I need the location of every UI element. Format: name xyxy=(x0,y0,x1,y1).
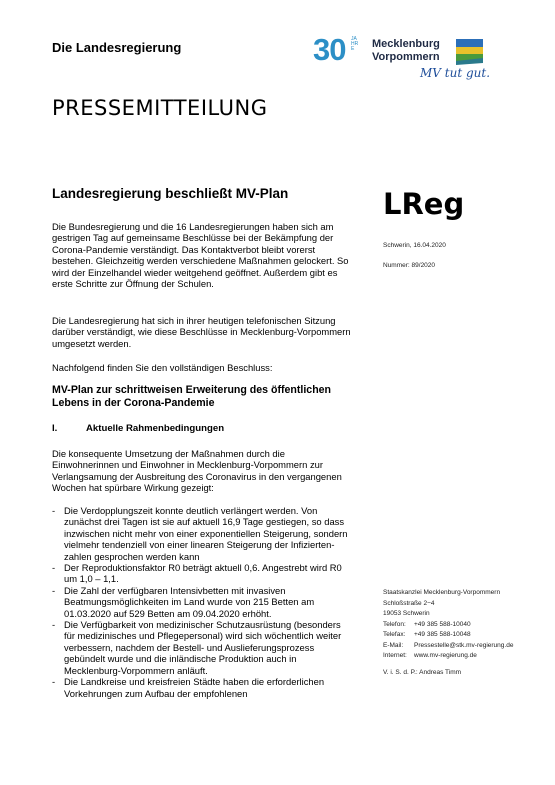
section-heading xyxy=(52,423,224,434)
list-item: - Die Zahl der verfügbaren Intensivbetten mit invasiven Beatmungsmöglichkeiten im Land wurde von 215 Betten am 01.03.2020 auf 529 Betten am 09.04.2020 erhöht. xyxy=(52,585,352,619)
section-number: I. xyxy=(52,423,58,434)
section-intro: Die konsequente Umsetzung der Maßnahmen durch die Einwohnerinnen und Einwohner in Mecklenburg-Vorpommern zur Verlangsamung der Ausbreitung des Coronavirus in den vergangenen Wochen hat spürbare Wirkung gezeigt: xyxy=(52,448,342,494)
list-item: - Die Verdopplungszeit konnte deutlich verlängert werden. Von zunächst drei Tagen ist sie auf aktuell 16,9 Tage gestiegen, so dass inzwischen nicht mehr von einer exponentiellen Steigerung, sondern vielmehr tendenziell von einer linearen Steigerung der Infiziertenzahlen gesprochen werden kann xyxy=(52,505,352,562)
contact-responsible: V. i. S. d. P.: Andreas Timm xyxy=(383,668,462,676)
contact-block xyxy=(383,588,513,678)
document-type-title: PRESSEMITTEILUNG xyxy=(52,96,268,120)
logo-name-line1: Mecklenburg xyxy=(372,38,440,50)
list-item: - Der Reproduktionsfaktor R0 beträgt aktuell 0,6. Angestrebt wird R0 um 1,0 – 1,1. xyxy=(52,562,352,585)
lreg-logo: LReg xyxy=(383,187,465,221)
contact-street: Schloßstraße 2−4 xyxy=(383,599,435,607)
contact-row-email: E-Mail: Pressestelle@stk.mv-regierung.de xyxy=(383,641,514,649)
contact-org: Staatskanzlei Mecklenburg-Vorpommern xyxy=(383,589,501,596)
logo-name-line2: Vorpommern xyxy=(372,51,440,63)
logo-jahre-text: JAHRE xyxy=(351,36,359,52)
press-headline: Landesregierung beschließt MV-Plan xyxy=(52,186,289,201)
contact-row-phone: Telefon: +49 385 588-10040 xyxy=(383,620,471,628)
section-title: Aktuelle Rahmenbedingungen xyxy=(86,423,225,434)
plan-title: MV-Plan zur schrittweisen Erweiterung des öffentlichen Lebens in der Corona-Pandemie xyxy=(52,384,332,409)
logo-30-number: 30 xyxy=(313,32,346,67)
contact-row-internet: Internet: www.mv-regierung.de xyxy=(383,652,477,659)
government-label: Die Landesregierung xyxy=(52,40,182,55)
intro-paragraph: Die Bundesregierung und die 16 Landesregierungen haben sich am gestrigen Tag auf gemeinsame Beschlüsse bei der Bekämpfung der Corona-Pandemie verständigt. Das Kontaktverbot bleibt vorerst bestehen. Gleichzeitig werden verschiedene Maßnahmen gelockert. So wird der Einzelhandel wieder weitgehend geöffnet. Außerdem gibt es erste Schritte zur Öffnung der Schulen. xyxy=(52,221,349,290)
contact-city: 19053 Schwerin xyxy=(383,610,430,617)
measures-list xyxy=(52,505,352,699)
contact-row-fax: Telefax: +49 385 588-10048 xyxy=(383,631,471,638)
release-number: Nummer: 89/2020 xyxy=(383,262,436,269)
logo-slogan: MV tut gut. xyxy=(420,66,491,80)
list-item: - Die Landkreise und kreisfreien Städte haben die erforderlichen Vorkehrungen zum Aufbau der empfohlenen xyxy=(52,676,352,699)
release-date: Schwerin, 16.04.2020 xyxy=(383,242,446,249)
session-paragraph: Die Landesregierung hat sich in ihrer heutigen telefonischen Sitzung darüber verständigt, wie diese Beschlüsse in Mecklenburg-Vorpommern umgesetzt werden. xyxy=(52,315,351,349)
list-item: - Die Verfügbarkeit von medizinischer Schutzausrüstung (besonders für medizinisches und Pflegepersonal) wird sich wöchentlich weiter verbessern, nachdem der Bestell- und Auslieferungsprozess gebündelt wurde und die inländische Produktion auch in Mecklenburg-Vorpommern anläuft. xyxy=(52,619,352,676)
landscape-flag-icon xyxy=(455,37,485,67)
followup-paragraph: Nachfolgend finden Sie den vollständigen Beschluss: xyxy=(52,362,273,373)
